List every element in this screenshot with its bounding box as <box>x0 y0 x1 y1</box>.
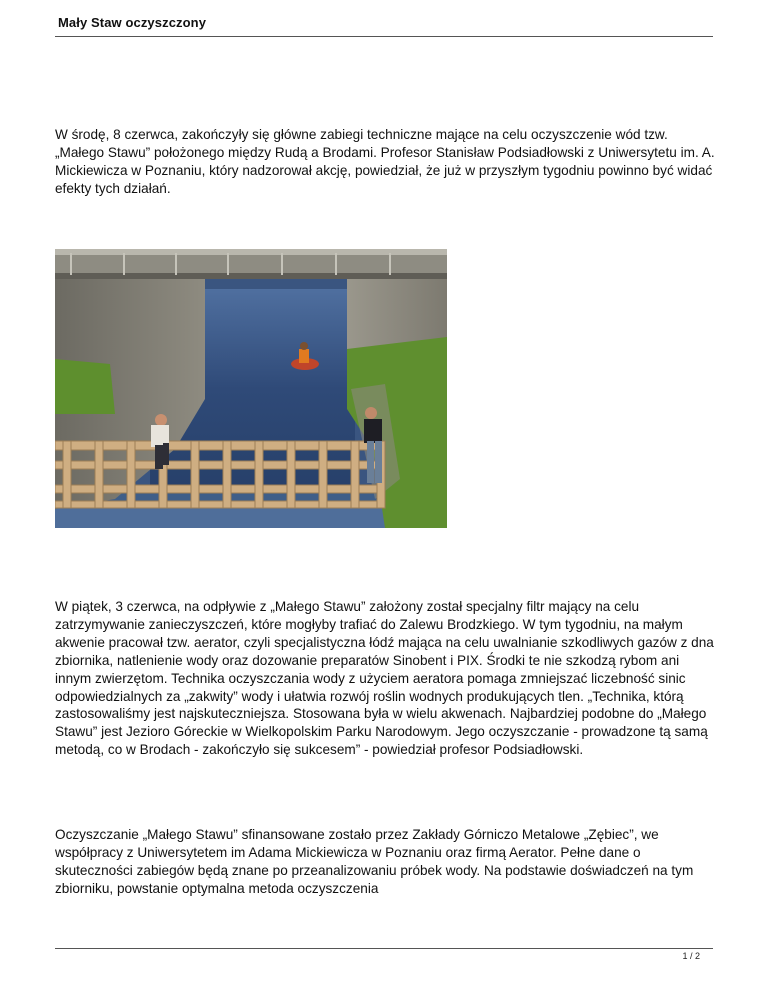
paragraph-funding: Oczyszczanie „Małego Stawu” sfinansowane zostało przez Zakłady Górniczo Metalowe „Zębiec”, we współpracy z Uniwersytetem im Adama Mickiewicza w Poznaniu oraz firmą Aerator. Pełne dane o skuteczności zabiegów będą znane po przeanalizowaniu próbek wody. Na podstawie doświadczeń na tym zbiorniku, powstanie optymalna metoda oczyszczenia <box>55 827 694 896</box>
document-title: Mały Staw oczyszczony <box>58 15 207 30</box>
paragraph-intro: W środę, 8 czerwca, zakończyły się główne zabiegi techniczne mające na celu oczyszczenie wód tzw. „Małego Stawu” położonego między Rudą a Brodami. Profesor Stanisław Podsiadłowski z Uniwersytetu im. A. Mickiewicza w Poznaniu, który nadzorował akcję, powiedział, że już w przyszłym tygodniu powinno być widać efekty tych działań. <box>55 127 715 196</box>
article-photo <box>55 249 447 528</box>
footer-divider <box>55 948 713 949</box>
paragraph-filter: W piątek, 3 czerwca, na odpływie z „Małego Stawu” założony został specjalny filtr mający na celu zatrzymywanie zanieczyszczeń, które mogłyby trafiać do Zalewu Brodzkiego. W tym tygodniu, na małym akwenie pracował tzw. aerator, czyli specjalistyczna łódź mająca na celu uwalnianie szkodliwych gazów z dna zbiornika, natlenienie wody oraz dozowanie preparatów Sinobent i PIX. Środki te nie szkodzą rybom ani innym zwierzętom. Technika oczyszczania wody z użyciem aeratora pomaga zmniejszać liczebność sinic odpowiedzialnych za „zakwity” wody i ułatwia rozwój roślin wodnych produkujących tlen. „Technika, którą zastosowaliśmy jest najskuteczniejsza. Stosowana była w wielu akwenach. Najbardziej podobne do „Małego Stawu” jest Jezioro Góreckie w Wielkopolskim Parku Narodowym. Jego oczyszczanie - prowadzone tą samą metodą, co w Brodach - zakończyło się sukcesem” - powiedział profesor Podsiadłowski. <box>55 599 714 758</box>
photo-illustration <box>55 249 447 528</box>
page-number: 1 / 2 <box>682 951 700 961</box>
left-grass <box>55 359 115 414</box>
header-divider <box>55 36 713 37</box>
